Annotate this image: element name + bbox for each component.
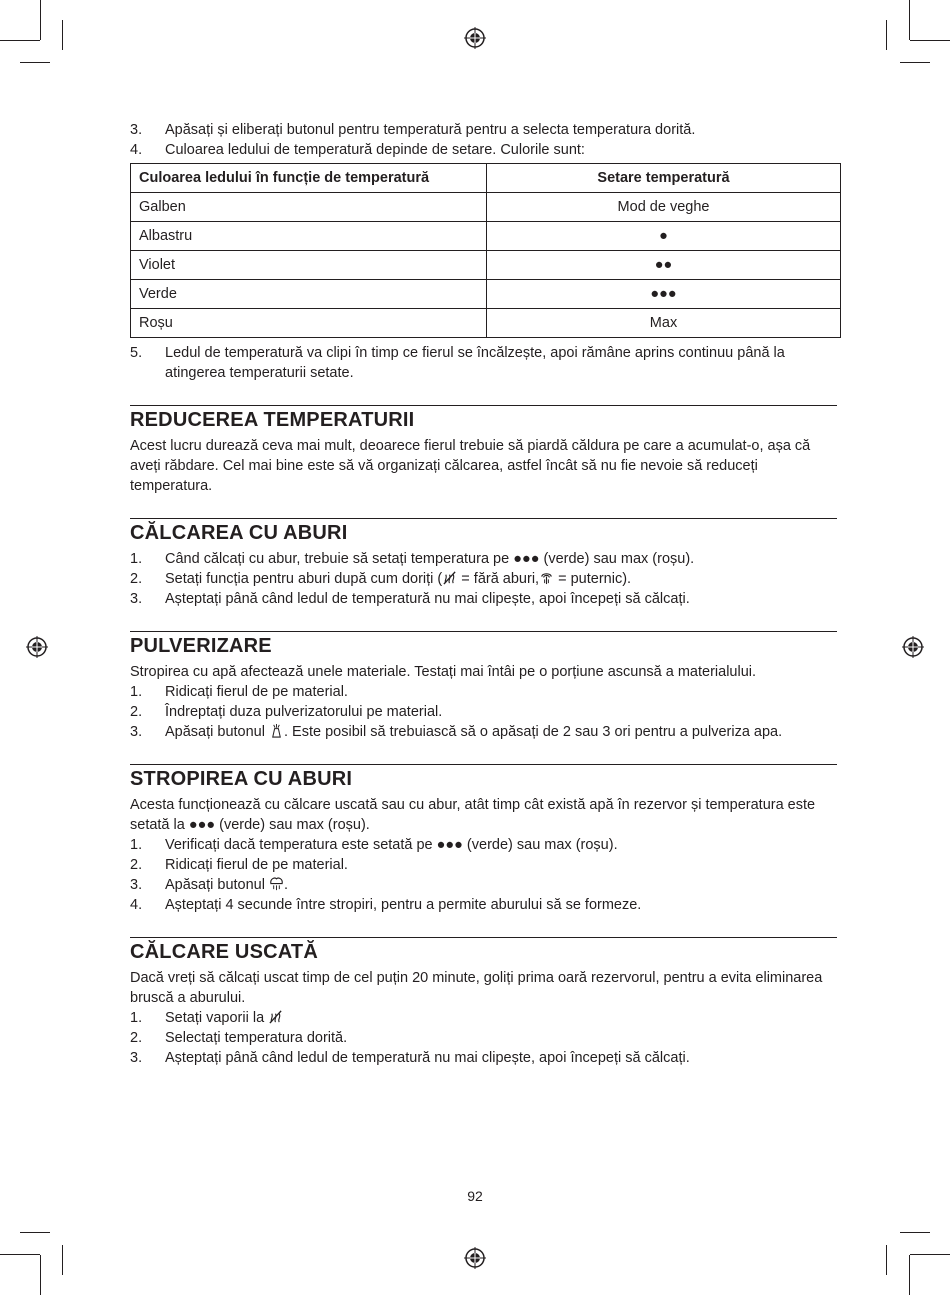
section-text: Dacă vreți să călcați uscat timp de cel puțin 20 minute, goliți prima oară rezervorul, pentru a evita eliminarea bruscă a aburului.: [130, 970, 823, 1006]
item-number: 2.: [130, 857, 143, 873]
list-item: [130, 140, 837, 160]
registration-mark-icon: [464, 27, 486, 49]
section-title: STROPIREA CU ABURI: [130, 768, 353, 790]
section-calcarea-cu-aburi: [130, 518, 837, 609]
item-number: 1.: [130, 1010, 143, 1026]
strong-steam-icon: [539, 570, 554, 585]
item-number: 1.: [130, 684, 143, 700]
list-item: [130, 835, 837, 855]
item-number: 3.: [130, 591, 143, 607]
list-item: [130, 120, 837, 140]
list-item: [130, 722, 837, 742]
table-row: [131, 309, 841, 338]
table-cell: Violet: [131, 251, 487, 280]
item-number: 1.: [130, 837, 143, 853]
item-text: Îndreptați duza pulverizatorului pe material.: [165, 704, 443, 720]
item-number: 4.: [130, 142, 143, 158]
item-text-part: = fără aburi,: [457, 571, 540, 587]
table-cell: Verde: [131, 280, 487, 309]
item-text: Ridicați fierul de pe material.: [165, 684, 348, 700]
item-text: Așteptați până când ledul de temperatură nu mai clipește, apoi începeți să călcați.: [165, 1050, 690, 1066]
table-header-row: [131, 164, 841, 193]
table-cell: Albastru: [131, 222, 487, 251]
item-number: 4.: [130, 897, 143, 913]
section-title: CĂLCAREA CU ABURI: [130, 522, 348, 544]
table-row: [131, 280, 841, 309]
list-item: [130, 569, 837, 589]
table-cell: Roșu: [131, 309, 487, 338]
list-item: [130, 1008, 837, 1028]
table-cell: Max: [487, 309, 841, 338]
table-row: [131, 251, 841, 280]
list-item: [130, 549, 837, 569]
page-number: 92: [467, 1188, 483, 1204]
list-item: [130, 589, 837, 609]
list-item: [130, 702, 837, 722]
section-reducerea: [130, 405, 837, 496]
no-steam-icon: [268, 1009, 283, 1024]
item-number: 3.: [130, 724, 143, 740]
section-text: Acesta funcționează cu călcare uscată sau cu abur, atât timp cât există apă în rezervor și temperatura este setată la ●●● (verde) sau max (roșu).: [130, 797, 816, 833]
item-number: 1.: [130, 551, 143, 567]
table-row: [131, 193, 841, 222]
item-text: Așteptați 4 secunde între stropiri, pentru a permite aburului să se formeze.: [165, 897, 642, 913]
list-item: [130, 875, 837, 895]
column-header: Setare temperatură: [487, 164, 841, 193]
item-number: 2.: [130, 1030, 143, 1046]
item-number: 5.: [130, 345, 143, 361]
no-steam-icon: [442, 570, 457, 585]
section-text: Stropirea cu apă afectează unele materiale. Testați mai întâi pe o porțiune ascunsă a materialului.: [130, 664, 757, 680]
item-text-part: = puternic).: [554, 571, 632, 587]
section-title: REDUCEREA TEMPERATURII: [130, 409, 415, 431]
item-number: 2.: [130, 571, 143, 587]
registration-mark-icon: [902, 636, 924, 658]
item-text: Ridicați fierul de pe material.: [165, 857, 348, 873]
item-number: 3.: [130, 122, 143, 138]
section-title: CĂLCARE USCATĂ: [130, 941, 318, 963]
item-text: Așteptați până când ledul de temperatură nu mai clipește, apoi începeți să călcați.: [165, 591, 690, 607]
item-text: Apăsați și eliberați butonul pentru temperatură pentru a selecta temperatura dorită.: [165, 122, 696, 138]
item-text: Când călcați cu abur, trebuie să setați temperatura pe ●●● (verde) sau max (roșu).: [165, 551, 695, 567]
list-item: [130, 855, 837, 875]
item-number: 2.: [130, 704, 143, 720]
list-item: [130, 1048, 837, 1068]
section-calcare-uscata: [130, 937, 837, 1068]
item-text: Selectați temperatura dorită.: [165, 1030, 348, 1046]
table-cell: ●●●: [487, 280, 841, 309]
section-stropirea-cu-aburi: [130, 764, 837, 915]
item-number: 3.: [130, 1050, 143, 1066]
item-text-part: Apăsați butonul: [165, 877, 265, 893]
list-item: [130, 1028, 837, 1048]
list-item: [130, 682, 837, 702]
column-header: Culoarea ledului în funcție de temperatură: [131, 164, 487, 193]
spray-icon: [269, 723, 284, 738]
item-text-part: .: [284, 877, 289, 893]
table-cell: ●: [487, 222, 841, 251]
steam-burst-icon: [269, 876, 284, 891]
section-title: PULVERIZARE: [130, 635, 272, 657]
item-text-part: Apăsați butonul: [165, 724, 265, 740]
page-content: [130, 120, 837, 1068]
item-text-part: . Este posibil să trebuiască să o apăsați de 2 sau 3 ori pentru a pulveriza apa.: [284, 724, 783, 740]
table-row: [131, 222, 841, 251]
item-text: Culoarea ledului de temperatură depinde de setare. Culorile sunt:: [165, 142, 585, 158]
item-text: Ledul de temperatură va clipi în timp ce fierul se încălzește, apoi rămâne aprins continuu până la atingerea temperaturii setate.: [165, 345, 785, 381]
registration-mark-icon: [26, 636, 48, 658]
item-text-part: Setați funcția pentru aburi după cum doriți (: [165, 571, 443, 587]
section-text: Acest lucru durează ceva mai mult, deoarece fierul trebuie să piardă căldura pe care a acumulat-o, așa că aveți răbdare. Cel mai bine este să vă organizați călcarea, astfel încât să nu fie nevoie să reduceți temperatura.: [130, 438, 811, 494]
list-item: [130, 343, 837, 383]
table-cell: Mod de veghe: [487, 193, 841, 222]
list-item: [130, 895, 837, 915]
registration-mark-icon: [464, 1247, 486, 1269]
item-text: Verificați dacă temperatura este setată pe ●●● (verde) sau max (roșu).: [165, 837, 618, 853]
section-pulverizare: [130, 631, 837, 742]
item-number: 3.: [130, 877, 143, 893]
table-cell: Galben: [131, 193, 487, 222]
table-cell: ●●: [487, 251, 841, 280]
led-color-table: [130, 163, 841, 338]
item-text-part: Setați vaporii la: [165, 1010, 265, 1026]
